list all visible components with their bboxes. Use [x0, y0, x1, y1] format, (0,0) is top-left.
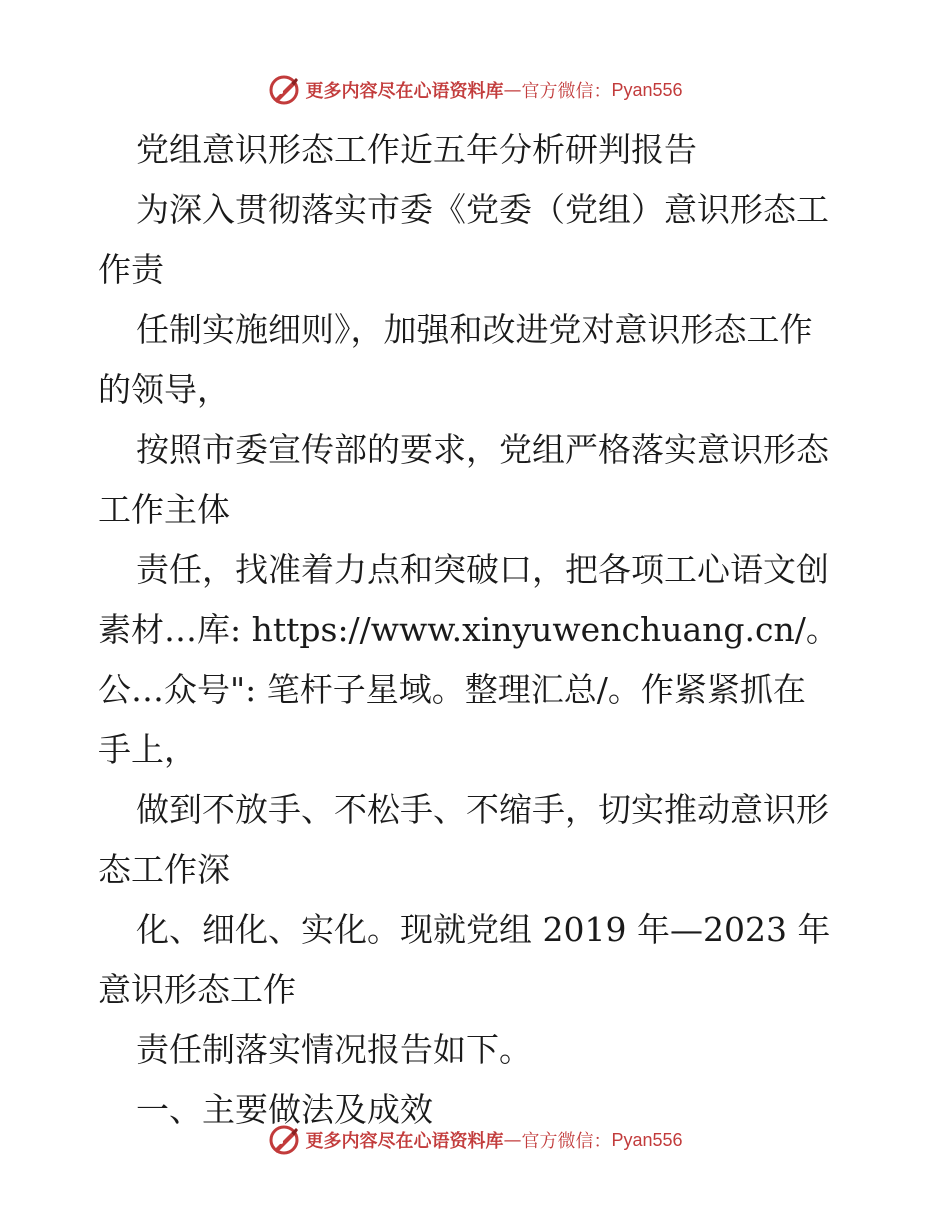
- document-body: [98, 120, 858, 1140]
- paragraph-line: 工作主体: [98, 490, 230, 529]
- paragraph-line: 手上，: [98, 730, 197, 769]
- paragraph-line: 责任，找准着力点和突破口，把各项工心语文创: [136, 550, 829, 589]
- pen-logo-icon: [267, 73, 301, 107]
- banner-wechat-label: 官方微信：: [521, 81, 612, 102]
- banner-dash: —: [503, 1129, 522, 1151]
- paragraph-line: 的领导，: [98, 370, 230, 409]
- banner-wechat-id: Pyan556: [611, 79, 683, 100]
- paragraph-line: 化、细化、实化。现就党组 2019 年—2023 年: [136, 910, 831, 949]
- banner-main-text: 更多内容尽在心语资料库: [305, 81, 504, 102]
- document-title: 党组意识形态工作近五年分析研判报告: [136, 130, 697, 169]
- paragraph-line: 为深入贯彻落实市委《党委（党组）意识形态工: [136, 190, 829, 229]
- banner-wechat-id: Pyan556: [611, 1129, 683, 1150]
- footer-watermark-banner: [0, 1120, 950, 1160]
- pen-logo-icon: [267, 1123, 301, 1157]
- paragraph-line: 素材…库: https://www.xinyuwenchuang.cn/。: [98, 610, 839, 649]
- paragraph-line: 按照市委宣传部的要求，党组严格落实意识形态: [136, 430, 829, 469]
- paragraph-line: 意识形态工作: [98, 970, 296, 1009]
- paragraph-line: 任制实施细则》，加强和改进党对意识形态工作: [136, 310, 813, 349]
- banner-dash: —: [503, 79, 522, 101]
- paragraph-line: 责任制落实情况报告如下。: [136, 1030, 532, 1069]
- paragraph-line: 做到不放手、不松手、不缩手，切实推动意识形: [136, 790, 829, 829]
- paragraph-line: 公…众号": 笔杆子星域。整理汇总/。作紧紧抓在: [98, 670, 806, 709]
- banner-main-text: 更多内容尽在心语资料库: [305, 1131, 504, 1152]
- paragraph-line: 态工作深: [98, 850, 230, 889]
- header-watermark-banner: [0, 70, 950, 110]
- banner-wechat-label: 官方微信：: [521, 1131, 612, 1152]
- section-heading: 一、主要做法及成效: [136, 1090, 433, 1129]
- paragraph-line: 作责: [98, 250, 164, 289]
